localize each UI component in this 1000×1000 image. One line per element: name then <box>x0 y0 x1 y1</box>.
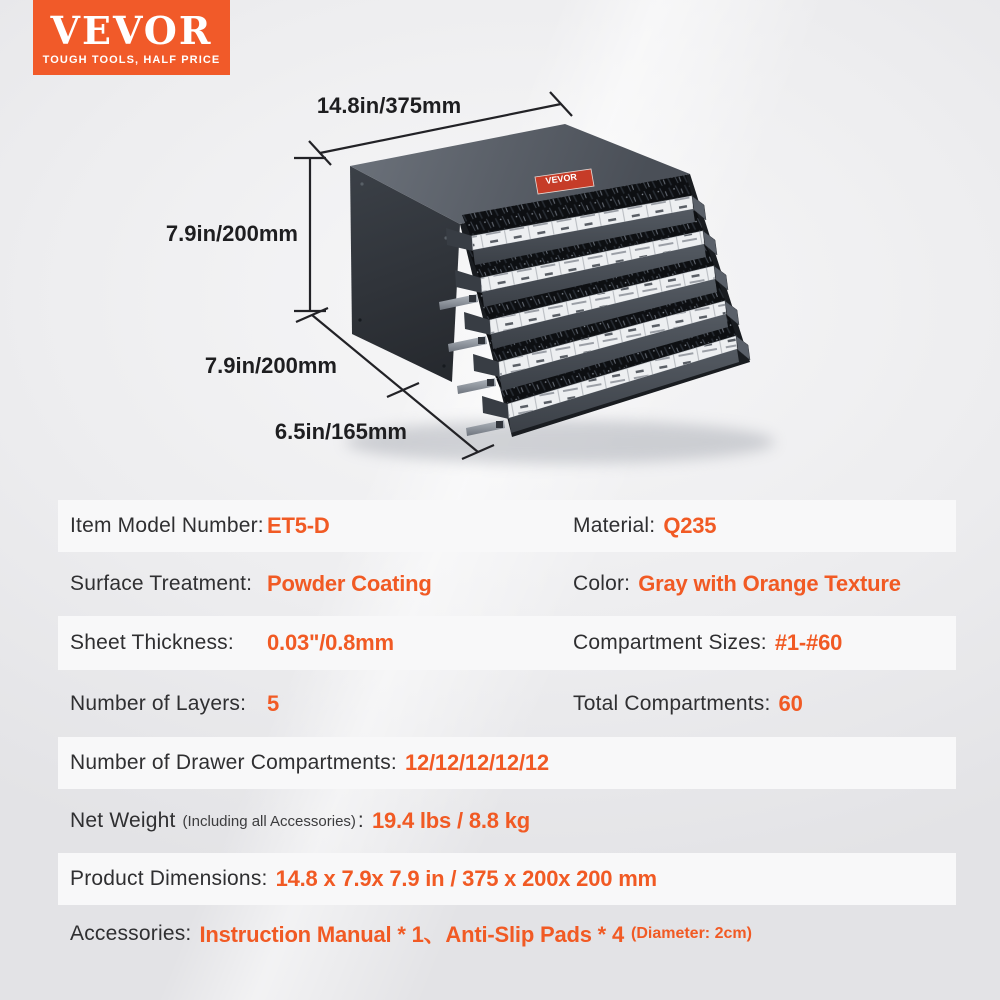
spec-label: Number of Drawer Compartments: <box>70 751 397 774</box>
brand-name: VEVOR <box>50 7 213 53</box>
cabinet <box>350 124 750 437</box>
spec-label: Product Dimensions: <box>70 867 268 890</box>
cabinet-shadow <box>345 420 775 464</box>
brand-tagline: TOUGH TOOLS, HALF PRICE <box>42 53 221 66</box>
spec-table <box>58 500 956 962</box>
spec-row-layers-compartments <box>58 670 956 737</box>
spec-label: Number of Layers: <box>70 691 247 715</box>
spec-value: 19.4 lbs / 8.8 kg <box>371 808 530 833</box>
spec-row-drawer-compartments <box>58 737 956 789</box>
spec-value: #1-#60 <box>774 630 843 655</box>
spec-value: 12/12/12/12/12 <box>404 750 549 775</box>
spec-label: Sheet Thickness: <box>70 631 234 654</box>
dim-width-label: 14.8in/375mm <box>316 93 462 118</box>
dim-depth-label: 7.9in/200mm <box>204 353 337 378</box>
spec-value: Q235 <box>663 513 717 538</box>
spec-label: Accessories: <box>70 921 192 945</box>
spec-value: Powder Coating <box>267 571 432 596</box>
spec-value-note: (Diameter: 2cm) <box>630 924 752 942</box>
dim-height-label: 7.9in/200mm <box>165 221 298 246</box>
spec-value: 5 <box>267 690 280 716</box>
spec-label-note: (Including all Accessories) <box>182 812 356 830</box>
spec-label: Total Compartments: <box>573 691 771 715</box>
spec-label: Color: <box>573 572 631 595</box>
spec-value: 0.03"/0.8mm <box>267 630 394 655</box>
spec-label: Item Model Number: <box>70 514 264 537</box>
spec-row-model-material <box>58 500 956 552</box>
spec-label-colon: : <box>357 809 364 832</box>
spec-label: Compartment Sizes: <box>573 631 767 654</box>
spec-row-product-dimensions <box>58 853 956 905</box>
spec-row-accessories <box>58 905 956 962</box>
spec-value: Instruction Manual * 1、Anti-Slip Pads * 4 <box>199 922 624 947</box>
spec-value: Gray with Orange Texture <box>638 571 901 596</box>
spec-label: Material: <box>573 514 656 537</box>
spec-row-surface-color <box>58 552 956 616</box>
spec-value: 14.8 x 7.9x 7.9 in / 375 x 200x 200 mm <box>275 866 657 891</box>
dim-extension-label: 6.5in/165mm <box>274 419 407 444</box>
spec-row-net-weight <box>58 789 956 853</box>
spec-row-thickness-sizes <box>58 616 956 670</box>
spec-value: ET5-D <box>267 513 330 538</box>
svg-text:VEVOR: VEVOR <box>544 171 578 186</box>
spec-value: 60 <box>778 690 803 716</box>
spec-label: Net Weight <box>70 809 176 832</box>
spec-label: Surface Treatment: <box>70 572 253 595</box>
